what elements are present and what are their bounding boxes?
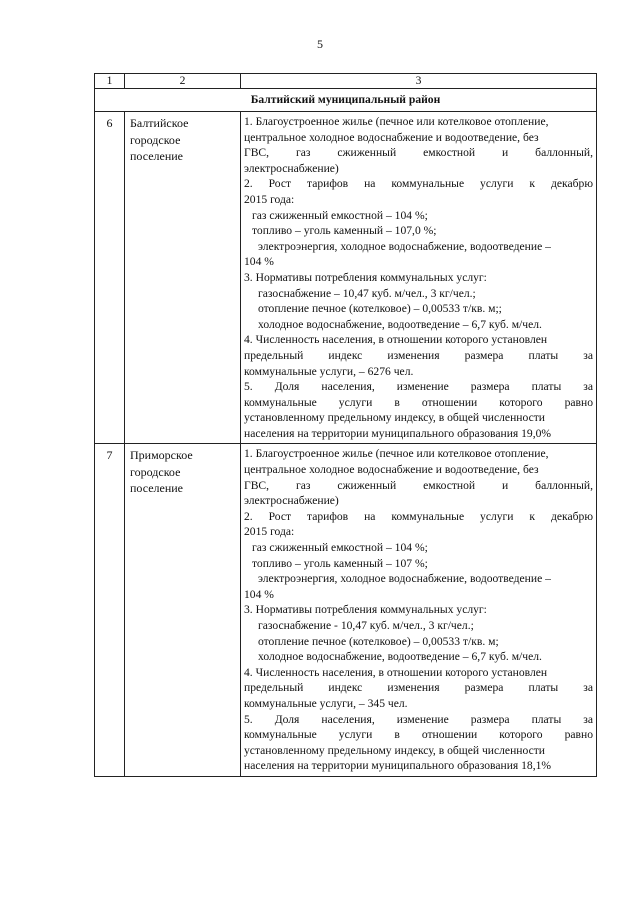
detail-line: электроснабжение) [244, 494, 339, 508]
detail-line: центральное холодное водоснабжение и водоотведение, без [244, 463, 539, 477]
district-row [95, 89, 597, 112]
header-col-1: 1 [95, 74, 125, 89]
detail-line: 5. Доля населения, изменение размера платы за [244, 712, 593, 726]
detail-line: 4. Численность населения, в отношении которого установлен [244, 665, 548, 679]
detail-line: 1. Благоустроенное жилье (печное или котелковое отопление, [244, 447, 549, 461]
header-col-2: 2 [125, 74, 241, 89]
detail-line: газ сжиженный емкостной – 104 %; [252, 208, 428, 222]
detail-line: 2015 года: [244, 525, 295, 539]
detail-line: коммунальные услуги в отношении которого равно [244, 395, 593, 409]
detail-line: коммунальные услуги в отношении которого равно [244, 728, 593, 742]
detail-line: установленному предельному индексу, в общей численности [244, 743, 545, 757]
settlement-name-line: Приморское [130, 448, 193, 463]
detail-line: населения на территории муниципального образования 18,1% [244, 759, 552, 773]
detail-line: 104 % [244, 587, 274, 601]
detail-line: электроэнергия, холодное водоснабжение, водоотведение – [258, 572, 551, 586]
detail-line: коммунальные услуги, – 345 чел. [244, 696, 408, 710]
detail-line: топливо – уголь каменный – 107 %; [252, 556, 428, 570]
detail-line: 3. Нормативы потребления коммунальных услуг: [244, 603, 487, 617]
tariff-table [94, 73, 597, 777]
detail-line: предельный индекс изменения размера платы за [244, 348, 593, 362]
settlement-name-line: поселение [130, 481, 184, 496]
table-header-row [95, 74, 597, 89]
page-number: 5 [317, 37, 323, 51]
settlement-name-line: Балтийское [130, 116, 189, 130]
detail-line: ГВС, газ сжиженный емкостной и баллонный, [244, 478, 593, 492]
detail-line: 2. Рост тарифов на коммунальные услуги к декабрю [244, 509, 593, 523]
detail-line: 2. Рост тарифов на коммунальные услуги к декабрю [244, 177, 593, 191]
detail-line: коммунальные услуги, – 6276 чел. [244, 364, 414, 378]
settlement-details [241, 444, 597, 776]
detail-line: холодное водоснабжение, водоотведение – 6,7 куб. м/чел. [258, 650, 542, 664]
detail-line: предельный индекс изменения размера платы за [244, 681, 593, 695]
detail-line: газ сжиженный емкостной – 104 %; [252, 541, 428, 555]
row-number: 6 [95, 112, 125, 444]
detail-line: газоснабжение - 10,47 куб. м/чел., 3 кг/чел.; [258, 619, 474, 632]
row-number: 7 [95, 444, 125, 776]
detail-line: 5. Доля населения, изменение размера платы за [244, 380, 593, 394]
settlement-name-line: городское [130, 132, 181, 147]
detail-line: населения на территории муниципального образования 19,0% [244, 426, 552, 440]
detail-line: 3. Нормативы потребления коммунальных услуг: [244, 270, 487, 284]
detail-line: электроэнергия, холодное водоснабжение, водоотведение – [258, 239, 551, 253]
detail-line: 1. Благоустроенное жилье (печное или котелковое отопление, [244, 115, 549, 128]
settlement-details [241, 112, 597, 444]
settlement-name [125, 112, 241, 444]
detail-line: 2015 года: [244, 192, 295, 206]
detail-line: газоснабжение – 10,47 куб. м/чел., 3 кг/чел.; [258, 286, 476, 300]
detail-line: отопление печное (котелковое) – 0,00533 т/кв. м; [258, 634, 499, 648]
detail-line: 104 % [244, 255, 274, 269]
settlement-name-line: городское [130, 464, 181, 479]
district-title: Балтийский муниципальный район [95, 89, 597, 112]
settlement-name [125, 444, 241, 776]
detail-line: холодное водоснабжение, водоотведение – 6,7 куб. м/чел. [258, 317, 542, 331]
table-row [95, 112, 597, 444]
header-col-3: 3 [241, 74, 597, 89]
detail-line: ГВС, газ сжиженный емкостной и баллонный, [244, 146, 593, 160]
settlement-name-line: поселение [130, 149, 184, 163]
detail-line: электроснабжение) [244, 161, 339, 175]
detail-line: установленному предельному индексу, в общей численности [244, 411, 545, 425]
detail-line: отопление печное (котелковое) – 0,00533 т/кв. м;; [258, 302, 502, 316]
detail-line: центральное холодное водоснабжение и водоотведение, без [244, 130, 539, 144]
detail-line: 4. Численность населения, в отношении которого установлен [244, 333, 548, 347]
table-row [95, 444, 597, 776]
detail-line: топливо – уголь каменный – 107,0 %; [252, 224, 437, 238]
